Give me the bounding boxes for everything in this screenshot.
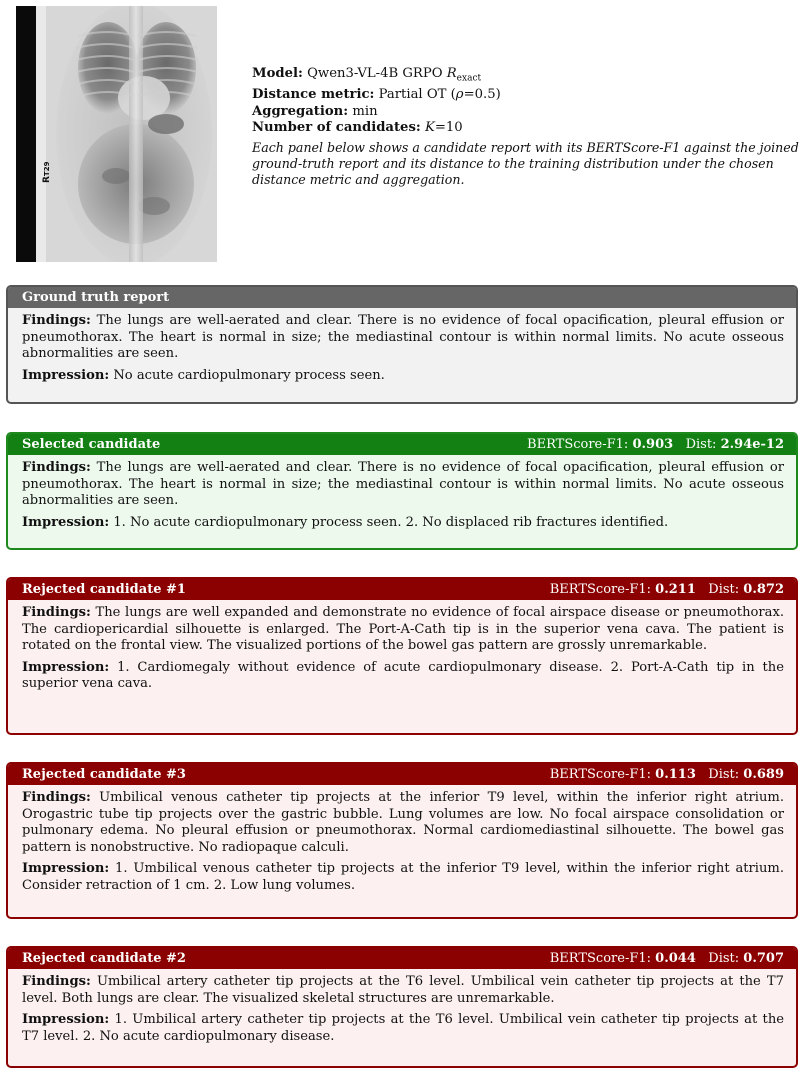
findings-label: Findings: bbox=[22, 313, 91, 328]
rejected-candidate-panel bbox=[6, 946, 798, 1068]
findings-label: Findings: bbox=[22, 605, 91, 620]
impression-label: Impression: bbox=[22, 659, 110, 675]
bertscore-value: 0.211 bbox=[655, 582, 696, 597]
dist-label: Dist: bbox=[708, 582, 740, 597]
dist-label: Dist: bbox=[685, 437, 717, 452]
impression-text: 1. Umbilical artery catheter tip projects at the T6 level. Umbilical vein catheter tip projects at the T7 level. 2. No acute cardiopulmonary disease. bbox=[22, 1012, 784, 1044]
findings-paragraph bbox=[22, 460, 784, 510]
bertscore-label: BERTScore-F1: bbox=[527, 437, 629, 452]
metric-rho-value: =0.5) bbox=[463, 87, 501, 103]
panel-body bbox=[8, 600, 796, 699]
impression-text: 1. Umbilical venous catheter tip projects at the inferior T9 level, within the inferior right atrium. Consider retraction of 1 cm. 2. Low lung volumes. bbox=[22, 861, 784, 893]
impression-label: Impression: bbox=[22, 367, 110, 383]
xray-marker-letter: R bbox=[42, 176, 52, 183]
panel-body bbox=[8, 455, 796, 537]
model-reward-sub: exact bbox=[456, 73, 482, 84]
dist-value: 2.94e-12 bbox=[720, 437, 784, 452]
impression-label: Impression: bbox=[22, 514, 110, 530]
model-label: Model: bbox=[252, 66, 303, 81]
candidates-value: =10 bbox=[434, 120, 463, 136]
bertscore-label: BERTScore-F1: bbox=[549, 951, 652, 966]
figure-caption: Each panel below shows a candidate report with its BERTScore-F1 against the joined ground-truth report and its distance to the training distribution under the chosen distance metric and aggregation. bbox=[252, 140, 799, 188]
panel-title: Rejected candidate #3 bbox=[22, 767, 186, 782]
xray-graphic bbox=[16, 6, 217, 262]
aggregation-line bbox=[252, 104, 800, 121]
panel-header bbox=[8, 579, 796, 600]
model-line bbox=[252, 66, 800, 87]
xray-side-marker bbox=[42, 161, 64, 183]
panel-title: Rejected candidate #2 bbox=[22, 951, 186, 966]
findings-paragraph bbox=[22, 313, 784, 363]
panel-body bbox=[8, 785, 796, 901]
chest-xray-image bbox=[16, 6, 217, 262]
bertscore-label: BERTScore-F1: bbox=[549, 582, 652, 597]
impression-paragraph bbox=[22, 368, 784, 385]
findings-text: The lungs are well-aerated and clear. There is no evidence of focal opacification, pleural effusion or pneumothorax. The heart is normal in size; the mediastinal contour is within normal limits. No acute osseous abnormalities are seen. bbox=[22, 313, 784, 362]
findings-label: Findings: bbox=[22, 460, 91, 475]
xray-marker-code: T29 bbox=[43, 161, 51, 177]
score-readout bbox=[550, 579, 784, 600]
findings-text: Umbilical venous catheter tip projects at the inferior T9 level, within the inferior right atrium. Orogastric tube tip projects over the gastric bubble. Lung volumes are low. No focal airspace consolidation or pulmonary edema. No pleural effusion or pneumothorax. Normal cardiomediastinal silhouette. The bowel gas pattern is nonobstructive. No radiopaque calculi. bbox=[22, 790, 784, 855]
findings-text: The lungs are well-aerated and clear. There is no evidence of focal opacification, pleural effusion or pneumothorax. The heart is normal in size; the mediastinal contour is within normal limits. No acute osseous abnormalities are seen. bbox=[22, 460, 784, 509]
panel-title: Ground truth report bbox=[22, 290, 170, 305]
aggregation-label: Aggregation: bbox=[252, 103, 349, 119]
metric-label: Distance metric: bbox=[252, 87, 375, 103]
impression-text: 1. No acute cardiopulmonary process seen. 2. No displaced rib fractures identified. bbox=[113, 514, 669, 530]
impression-label: Impression: bbox=[22, 1012, 110, 1028]
panel-header bbox=[8, 434, 796, 455]
experiment-metadata bbox=[252, 66, 800, 189]
impression-text: No acute cardiopulmonary process seen. bbox=[113, 367, 385, 383]
findings-label: Findings: bbox=[22, 790, 91, 805]
impression-text: 1. Cardiomegaly without evidence of acute cardiopulmonary disease. 2. Port-A-Cath tip in the superior vena cava. bbox=[22, 659, 784, 692]
panel-title: Selected candidate bbox=[22, 437, 161, 452]
dist-value: 0.689 bbox=[743, 767, 784, 782]
candidates-k: K bbox=[424, 120, 435, 136]
dist-label: Dist: bbox=[708, 767, 740, 782]
impression-paragraph bbox=[22, 515, 784, 532]
score-readout bbox=[550, 948, 784, 969]
panel-header bbox=[8, 764, 796, 785]
candidates-label: Number of candidates: bbox=[252, 120, 421, 136]
model-value: Qwen3-VL-4B GRPO bbox=[307, 66, 447, 81]
bertscore-value: 0.903 bbox=[632, 437, 674, 452]
rejected-candidate-panel bbox=[6, 577, 798, 735]
model-reward: R bbox=[446, 66, 457, 81]
findings-text: The lungs are well expanded and demonstrate no evidence of focal airspace disease or pneumothorax. The cardiopericardial silhouette is enlarged. The Port-A-Cath tip is in the superior vena cava. The patient is rotated on the frontal view. The visualized portions of the bowel gas pattern are grossly unremarkable. bbox=[22, 605, 784, 654]
findings-paragraph bbox=[22, 974, 784, 1007]
bertscore-value: 0.113 bbox=[655, 767, 696, 782]
impression-paragraph bbox=[22, 1012, 784, 1045]
dist-value: 0.872 bbox=[743, 582, 784, 597]
aggregation-value: min bbox=[352, 103, 378, 119]
score-readout bbox=[527, 434, 784, 455]
panel-header bbox=[8, 287, 796, 308]
findings-text: Umbilical artery catheter tip projects at the T6 level. Umbilical vein catheter tip projects at the T7 level. Both lungs are clear. The visualized skeletal structures are unremarkable. bbox=[22, 974, 784, 1006]
dist-value: 0.707 bbox=[743, 951, 784, 966]
selected-candidate-panel bbox=[6, 432, 798, 550]
candidates-line bbox=[252, 120, 800, 137]
panel-body bbox=[8, 308, 796, 390]
ground-truth-panel bbox=[6, 285, 798, 404]
bertscore-label: BERTScore-F1: bbox=[549, 767, 652, 782]
panel-title: Rejected candidate #1 bbox=[22, 582, 186, 597]
panel-body bbox=[8, 969, 796, 1051]
metric-value: Partial OT ( bbox=[378, 87, 456, 103]
impression-paragraph bbox=[22, 660, 784, 693]
metric-line bbox=[252, 87, 800, 104]
metric-rho: ρ bbox=[455, 87, 464, 103]
impression-paragraph bbox=[22, 861, 784, 894]
findings-label: Findings: bbox=[22, 974, 91, 989]
dist-label: Dist: bbox=[708, 951, 740, 966]
findings-paragraph bbox=[22, 790, 784, 856]
score-readout bbox=[550, 764, 784, 785]
impression-label: Impression: bbox=[22, 861, 110, 877]
panel-header bbox=[8, 948, 796, 969]
bertscore-value: 0.044 bbox=[655, 951, 696, 966]
rejected-candidate-panel bbox=[6, 762, 798, 919]
findings-paragraph bbox=[22, 605, 784, 655]
